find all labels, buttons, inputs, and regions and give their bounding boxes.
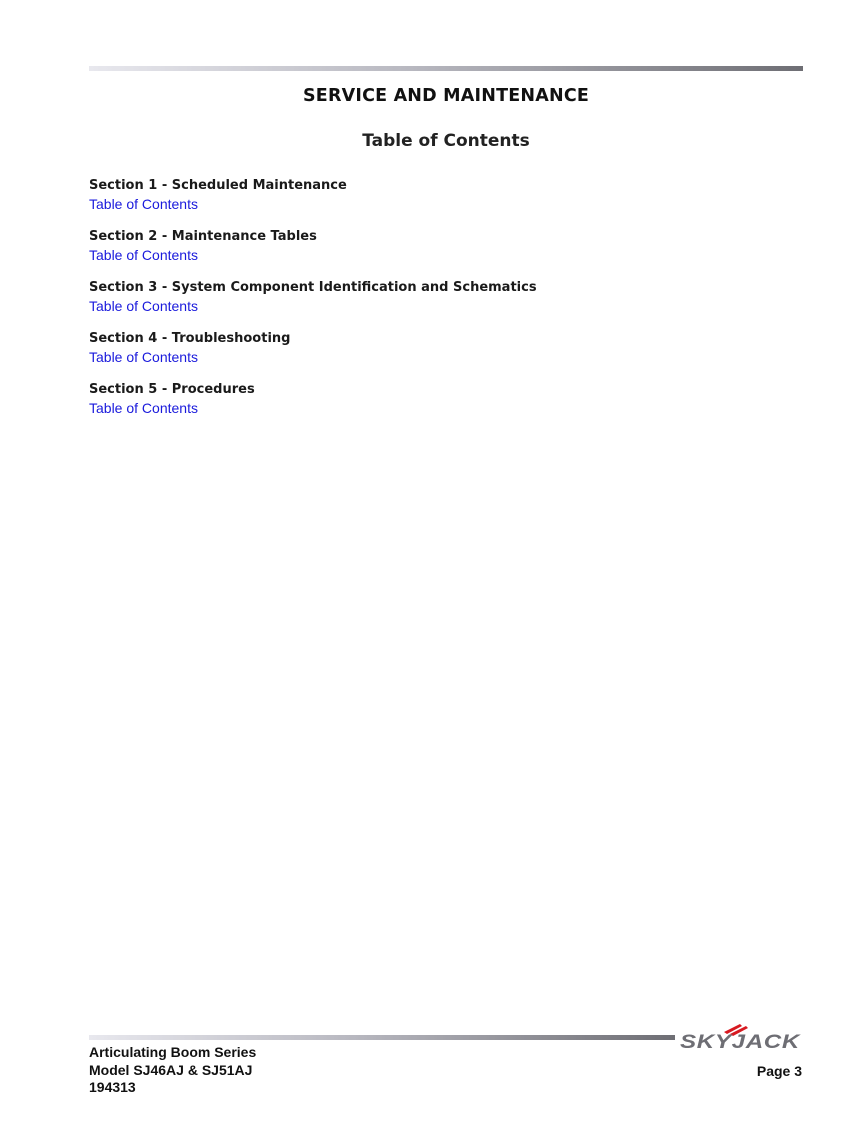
toc-entry-section-5	[89, 381, 689, 432]
section-title: Section 3 - System Component Identification and Schematics	[89, 280, 537, 295]
section-toc-link[interactable]: Table of Contents	[89, 400, 198, 416]
toc-entry-section-2	[89, 228, 689, 279]
document-title: SERVICE AND MAINTENANCE	[302, 86, 590, 106]
footer-rule	[89, 1035, 675, 1040]
footer-document-info	[89, 1044, 256, 1097]
footer-doc-number: 194313	[89, 1079, 136, 1095]
section-toc-link[interactable]: Table of Contents	[89, 298, 198, 314]
section-title: Section 4 - Troubleshooting	[89, 331, 291, 346]
toc-entry-section-3	[89, 279, 689, 330]
toc-entry-section-4	[89, 330, 689, 381]
footer-series: Articulating Boom Series	[89, 1044, 257, 1060]
header-rule	[89, 66, 803, 71]
toc-heading: Table of Contents	[362, 131, 530, 151]
section-toc-link[interactable]: Table of Contents	[89, 247, 198, 263]
skyjack-logo	[680, 1022, 804, 1050]
section-toc-link[interactable]: Table of Contents	[89, 196, 198, 212]
page-number: Page 3	[756, 1063, 802, 1079]
section-title: Section 5 - Procedures	[89, 382, 255, 397]
toc-entry-section-1	[89, 177, 689, 228]
section-title: Section 1 - Scheduled Maintenance	[89, 178, 347, 193]
footer-model: Model SJ46AJ & SJ51AJ	[89, 1061, 253, 1078]
section-toc-link[interactable]: Table of Contents	[89, 349, 198, 365]
svg-text:SKYJACK: SKYJACK	[680, 1032, 801, 1050]
toc-list	[89, 177, 689, 432]
section-title: Section 2 - Maintenance Tables	[89, 229, 317, 244]
